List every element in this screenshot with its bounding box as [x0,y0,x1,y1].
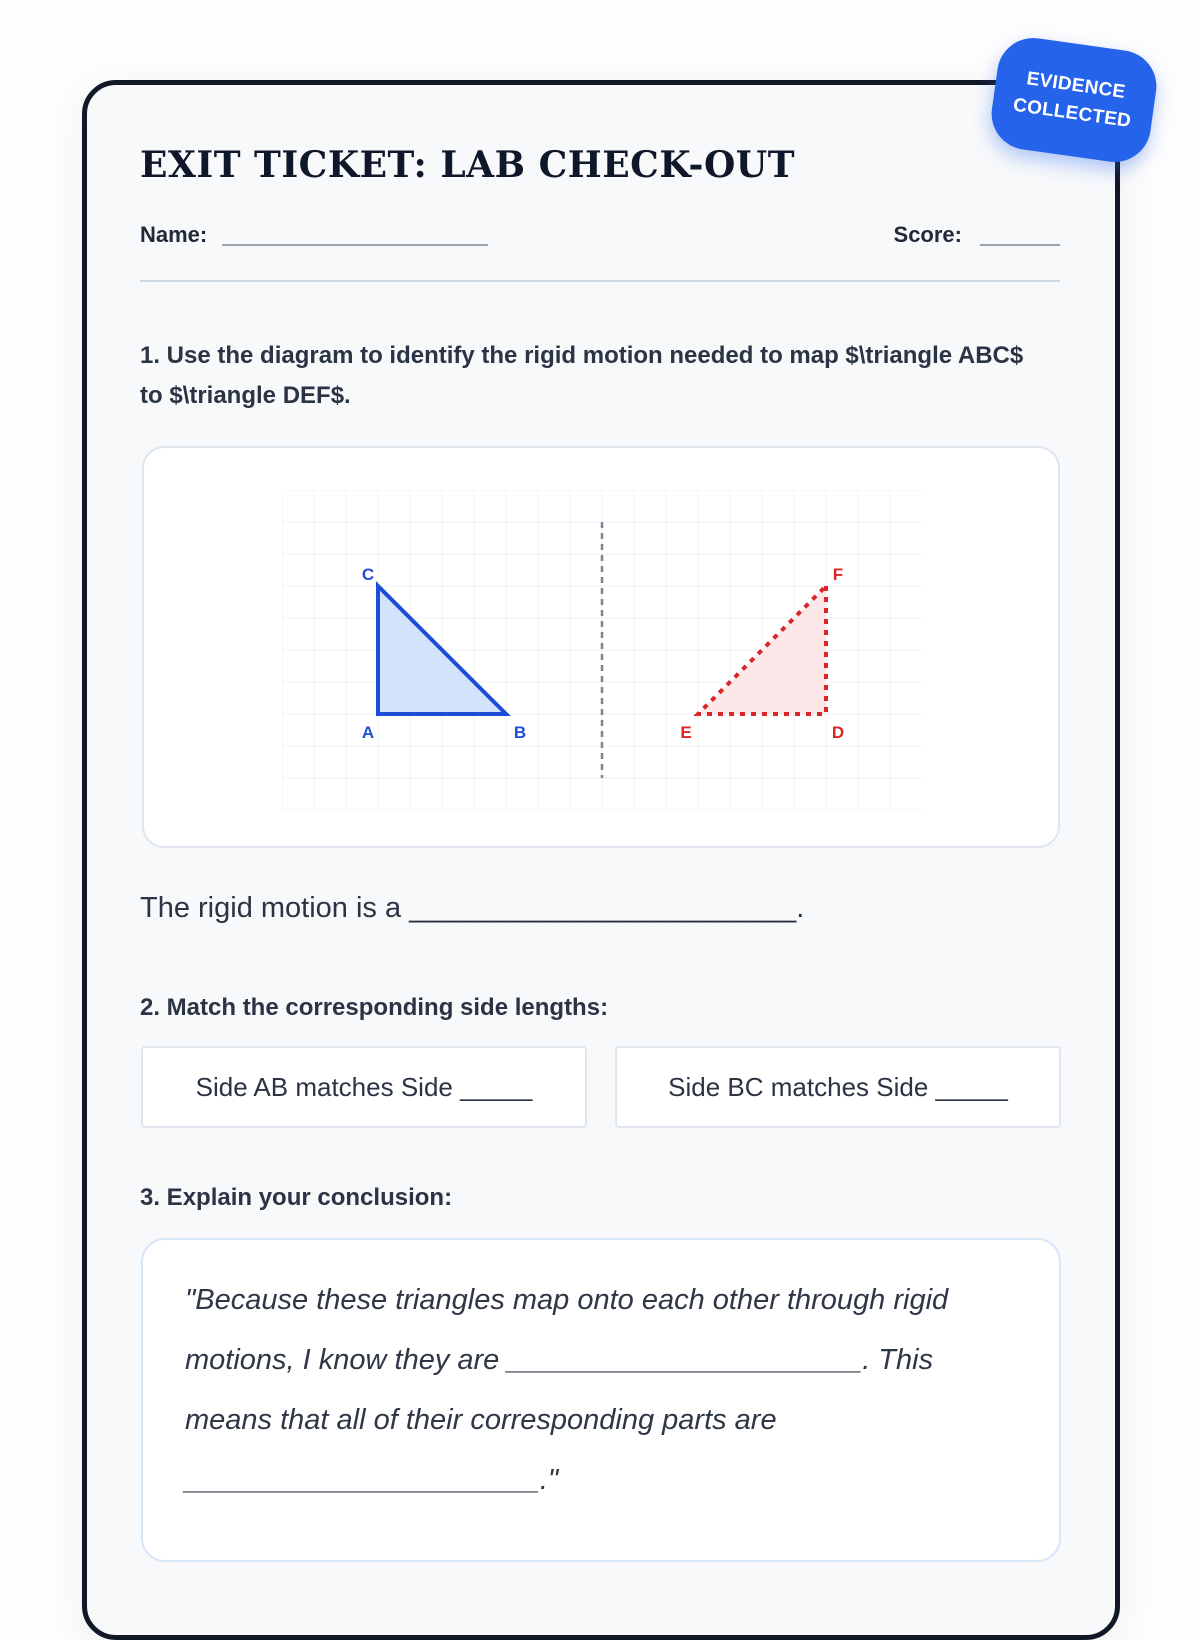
score-blank[interactable] [980,244,1060,246]
header-divider [140,280,1060,282]
point-label-b: B [513,723,527,742]
point-label-e: E [680,723,692,742]
evidence-collected-stamp: EVIDENCE COLLECTED [987,33,1161,166]
triangle-diagram [142,446,1060,848]
point-label-d: D [831,723,845,742]
coordinate-grid [282,490,922,810]
question-2-prompt: 2. Match the corresponding side lengths: [140,994,609,1021]
name-label: Name: [140,222,208,247]
conclusion-answer-box[interactable] [141,1238,1061,1562]
point-label-c: C [361,565,375,584]
score-label: Score: [893,222,962,247]
name-blank[interactable] [222,244,488,246]
match-bc-box[interactable]: Side BC matches Side _____ [615,1046,1061,1128]
match-ab-box[interactable]: Side AB matches Side _____ [141,1046,587,1128]
page-title: EXIT TICKET: LAB CHECK-OUT [140,144,795,186]
header-fields [140,222,1060,252]
point-label-f: F [832,565,844,584]
question-1-prompt: 1. Use the diagram to identify the rigid motion needed to map $\triangle ABC$ to $\triangle DEF$. [140,342,1024,409]
rigid-motion-sentence[interactable]: The rigid motion is a ________________________. [140,892,805,924]
question-3-prompt: 3. Explain your conclusion: [140,1184,453,1211]
point-label-a: A [361,723,375,742]
conclusion-text: "Because these triangles map onto each other through rigid motions, I know they are ______________________. This means that all of their corresponding parts are ______________________." [185,1284,949,1496]
